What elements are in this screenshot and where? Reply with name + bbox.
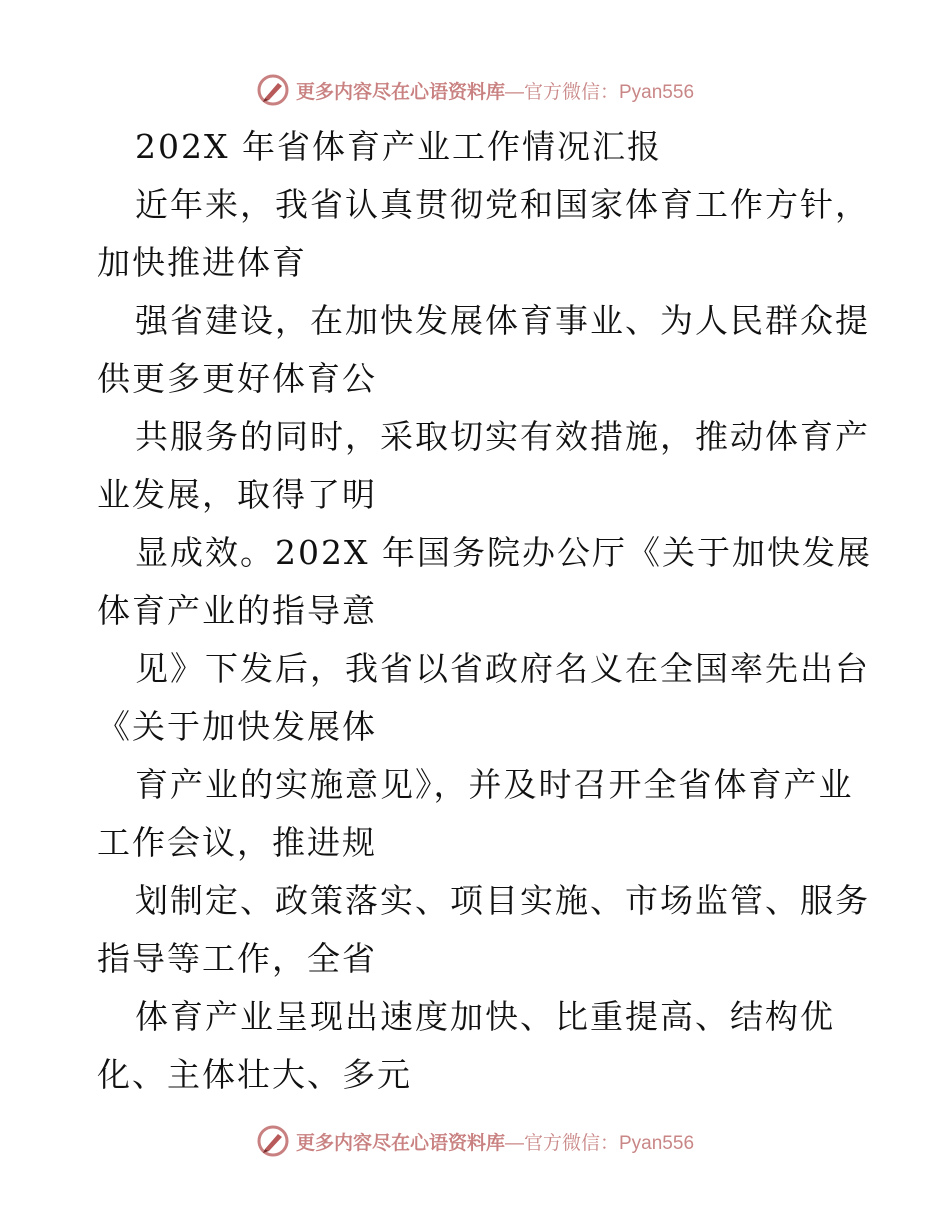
paragraph-line: 加快推进体育 xyxy=(97,243,307,282)
watermark-separator: — xyxy=(505,81,524,103)
watermark-text xyxy=(296,1128,694,1155)
footer-watermark xyxy=(0,1121,950,1161)
paragraph-line: 业发展，取得了明 xyxy=(97,475,377,514)
document-title: 202X 年省体育产业工作情况汇报 xyxy=(135,127,662,166)
watermark-brand: 更多内容尽在心语资料库 xyxy=(295,80,505,103)
watermark-brand: 更多内容尽在心语资料库 xyxy=(295,1131,505,1154)
document-body xyxy=(97,118,872,1104)
pen-logo-icon xyxy=(256,73,290,107)
paragraph-line: 《关于加快发展体 xyxy=(97,707,377,746)
paragraph-line: 共服务的同时，采取切实有效措施，推动体育产 xyxy=(135,417,870,456)
watermark-contact: 官方微信：Pyan556 xyxy=(524,81,695,103)
paragraph-line: 强省建设，在加快发展体育事业、为人民群众提 xyxy=(135,301,870,340)
paragraph-line: 化、主体壮大、多元 xyxy=(97,1055,412,1094)
paragraph-line: 体育产业呈现出速度加快、比重提高、结构优 xyxy=(135,997,835,1036)
watermark-text xyxy=(296,77,694,104)
paragraph-line: 见》下发后，我省以省政府名义在全国率先出台 xyxy=(135,649,870,688)
pen-logo-icon xyxy=(256,1124,290,1158)
watermark-contact: 官方微信：Pyan556 xyxy=(524,1132,695,1154)
paragraph-line: 体育产业的指导意 xyxy=(97,591,377,630)
paragraph-line: 指导等工作，全省 xyxy=(97,939,377,978)
paragraph-line: 供更多更好体育公 xyxy=(97,359,377,398)
paragraph-line: 工作会议，推进规 xyxy=(97,823,377,862)
paragraph-line: 划制定、政策落实、项目实施、市场监管、服务 xyxy=(135,881,870,920)
watermark-separator: — xyxy=(505,1132,524,1154)
paragraph-line: 近年来，我省认真贯彻党和国家体育工作方针， xyxy=(135,185,870,224)
paragraph-line: 育产业的实施意见》，并及时召开全省体育产业 xyxy=(135,765,854,804)
header-watermark xyxy=(0,70,950,110)
paragraph-line: 显成效。202X 年国务院办公厅《关于加快发展 xyxy=(135,533,872,572)
